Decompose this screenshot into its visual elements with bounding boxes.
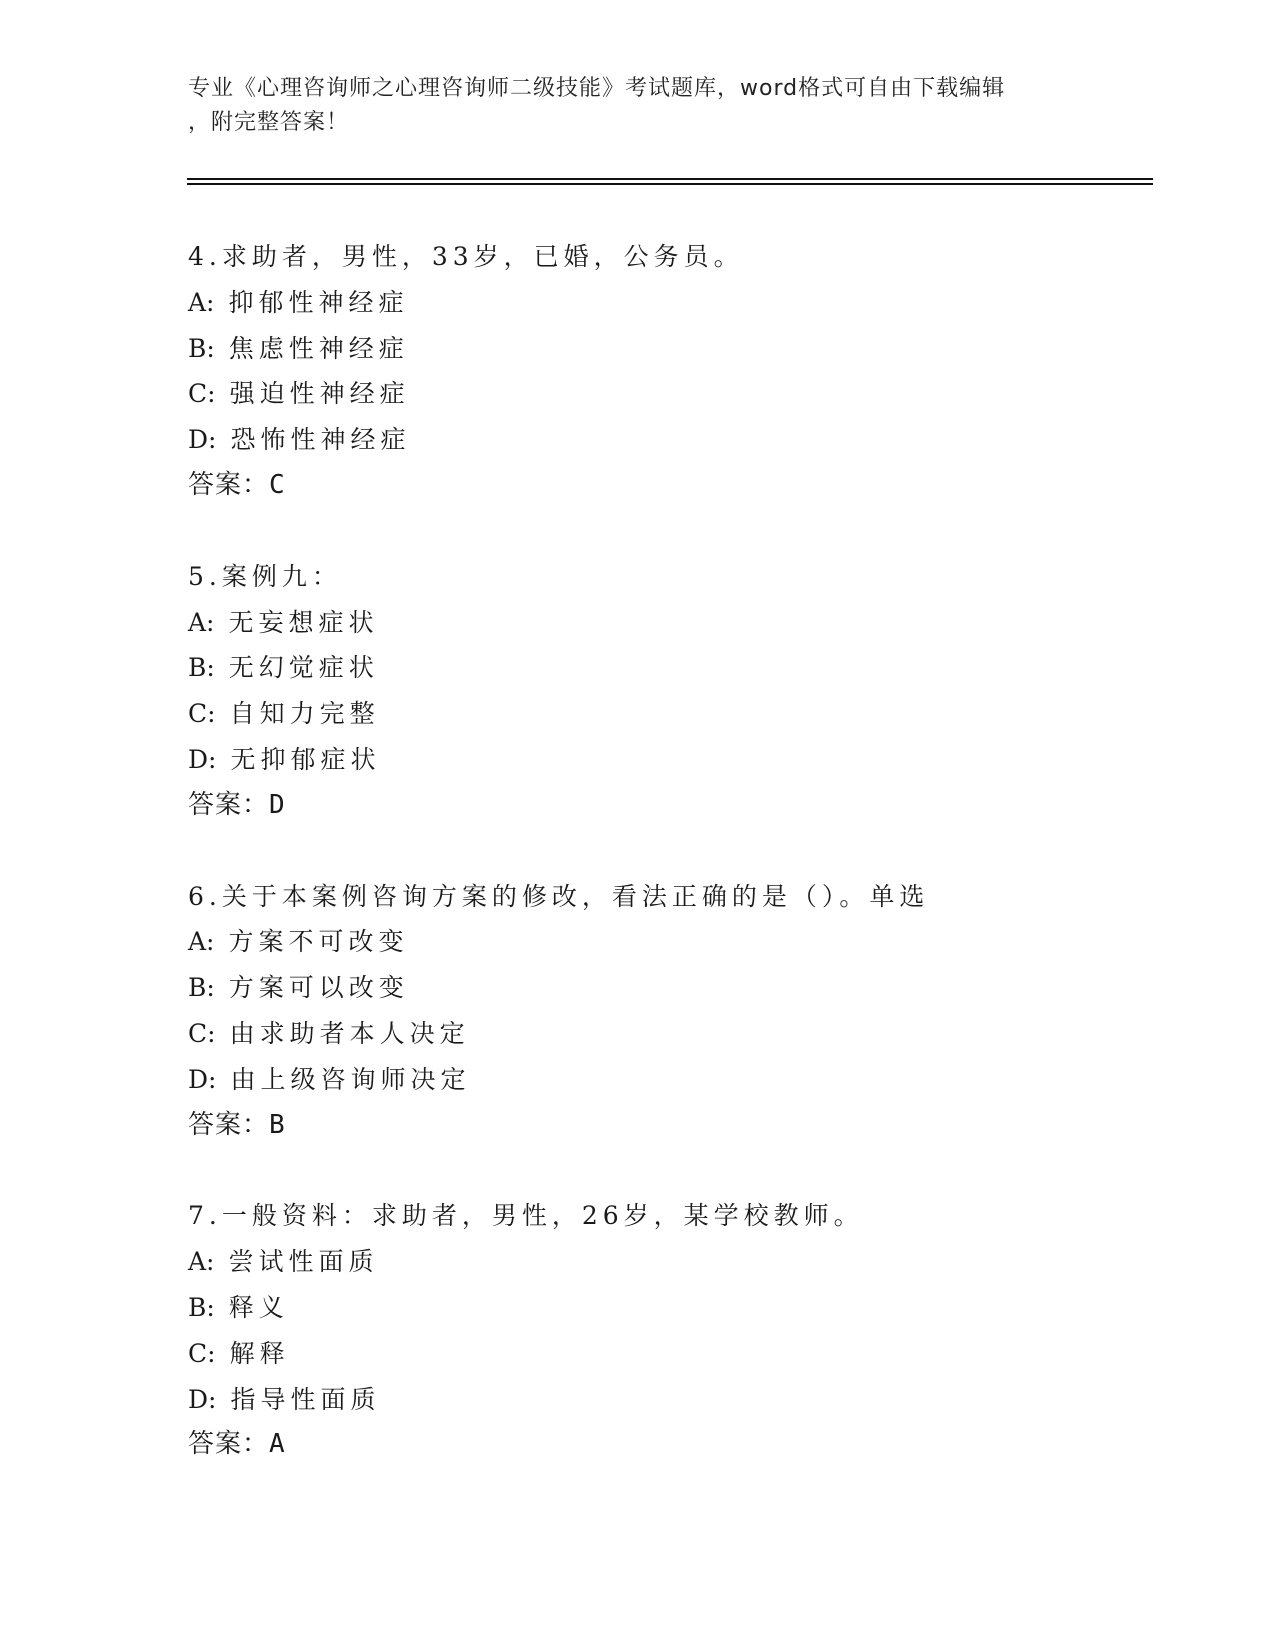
- option-text: 由上级咨询师决定: [230, 1064, 471, 1094]
- answer-line: [188, 783, 1188, 829]
- option-c: [188, 1011, 1188, 1057]
- option-text: 方案可以改变: [228, 973, 409, 1003]
- option-text: 尝试性面质: [228, 1247, 379, 1277]
- option-c: [188, 1331, 1188, 1377]
- option-label: C:: [188, 379, 216, 409]
- answer-line: [188, 1103, 1188, 1149]
- option-text: 抑郁性神经症: [228, 287, 409, 317]
- question-4: [188, 234, 1188, 509]
- option-c: [188, 691, 1188, 737]
- question-5: [188, 554, 1188, 829]
- option-d: [188, 1377, 1188, 1423]
- option-text: 方案不可改变: [228, 927, 409, 957]
- answer-label: 答案：: [188, 469, 270, 500]
- document-header: [188, 72, 1088, 140]
- option-b: [188, 326, 1188, 372]
- option-label: C:: [188, 699, 216, 729]
- option-text: 解释: [229, 1338, 290, 1368]
- option-d: [188, 737, 1188, 783]
- option-b: [188, 965, 1188, 1011]
- header-rule-bottom: [187, 183, 1153, 185]
- option-label: A:: [188, 287, 215, 317]
- option-label: D:: [188, 425, 217, 455]
- option-label: A:: [188, 607, 215, 637]
- option-text: 无抑郁症状: [230, 744, 381, 774]
- option-text: 焦虑性神经症: [228, 333, 409, 363]
- option-text: 指导性面质: [230, 1384, 381, 1414]
- question-stem: 7.一般资料：求助者，男性，26岁，某学校教师。: [188, 1201, 864, 1231]
- option-text: 释义: [228, 1292, 289, 1322]
- option-b: [188, 645, 1188, 691]
- answer-label: 答案：: [188, 1429, 270, 1460]
- answer-line: [188, 1422, 1188, 1468]
- option-a: [188, 1239, 1188, 1285]
- option-label: B:: [188, 653, 215, 683]
- option-a: [188, 600, 1188, 646]
- option-d: [188, 1057, 1188, 1103]
- header-rule-top: [187, 178, 1153, 180]
- header-line-2: ，附完整答案！: [188, 110, 350, 135]
- option-label: B:: [188, 973, 215, 1003]
- option-label: C:: [188, 1018, 216, 1048]
- option-text: 自知力完整: [229, 699, 380, 729]
- option-b: [188, 1285, 1188, 1331]
- option-text: 强迫性神经症: [229, 379, 410, 409]
- question-stem: 6.关于本案例咨询方案的修改，看法正确的是（）。单选: [188, 881, 930, 911]
- header-line-1: 专业《心理咨询师之心理咨询师二级技能》考试题库，word格式可自由下载编辑: [188, 76, 1006, 101]
- option-label: C:: [188, 1338, 216, 1368]
- answer-label: 答案：: [188, 789, 270, 820]
- option-label: B:: [188, 1292, 215, 1322]
- answer-line: [188, 463, 1188, 509]
- option-text: 恐怖性神经症: [230, 425, 411, 455]
- option-label: D:: [188, 1064, 217, 1094]
- answer-value: B: [269, 1109, 285, 1140]
- option-label: A:: [188, 1247, 215, 1277]
- option-text: 无妄想症状: [228, 607, 379, 637]
- question-7: [188, 1193, 1188, 1468]
- question-6: [188, 874, 1188, 1149]
- answer-label: 答案：: [188, 1109, 270, 1140]
- option-label: D:: [188, 1384, 217, 1414]
- option-label: D:: [188, 744, 217, 774]
- option-c: [188, 371, 1188, 417]
- option-a: [188, 280, 1188, 326]
- option-d: [188, 417, 1188, 463]
- option-text: 由求助者本人决定: [229, 1018, 470, 1048]
- answer-value: C: [269, 469, 285, 500]
- question-list: [188, 234, 1188, 1513]
- answer-value: A: [269, 1429, 285, 1460]
- option-a: [188, 919, 1188, 965]
- answer-value: D: [269, 789, 285, 820]
- option-text: 无幻觉症状: [228, 653, 379, 683]
- option-label: B:: [188, 333, 215, 363]
- question-stem: 4.求助者，男性，33岁，已婚，公务员。: [188, 242, 744, 271]
- option-label: A:: [188, 927, 215, 957]
- question-stem: 5.案例九：: [188, 561, 342, 591]
